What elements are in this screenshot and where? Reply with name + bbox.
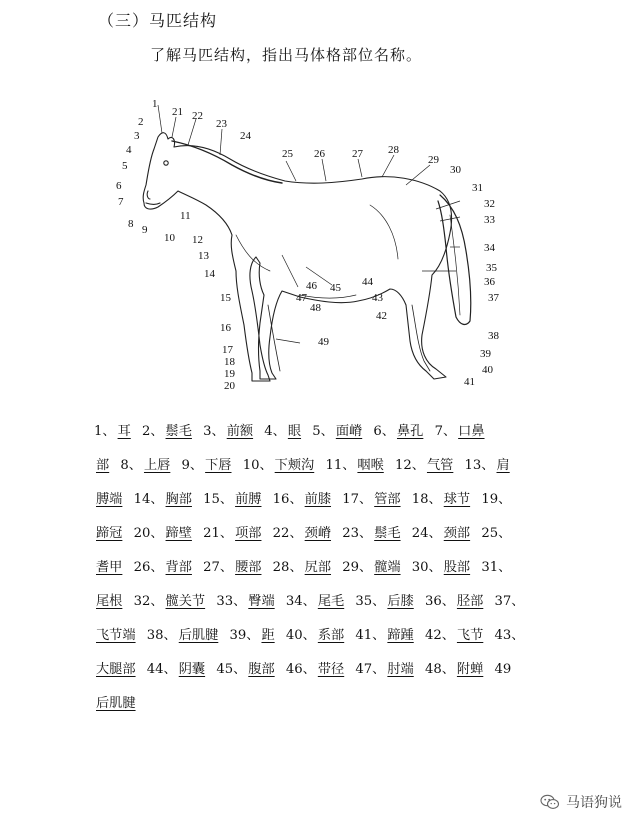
answer-term: 带径 bbox=[317, 662, 345, 677]
answer-entry bbox=[264, 424, 308, 439]
answer-entry bbox=[286, 662, 351, 677]
callout-8: 8 bbox=[128, 218, 134, 230]
callout-4: 4 bbox=[126, 144, 132, 156]
answer-term: 眼 bbox=[287, 424, 302, 439]
answer-entry bbox=[203, 492, 268, 507]
answer-line bbox=[94, 415, 554, 449]
callout-9: 9 bbox=[142, 224, 148, 236]
answer-term: 后肌腱 bbox=[96, 696, 136, 711]
callout-21: 21 bbox=[172, 106, 183, 118]
answer-entry bbox=[142, 424, 199, 439]
answer-number: 3、 bbox=[203, 424, 225, 439]
answer-term: 胸部 bbox=[165, 492, 192, 507]
answer-entry bbox=[286, 628, 351, 643]
answer-term: 耳 bbox=[117, 424, 131, 439]
callout-10: 10 bbox=[164, 232, 175, 244]
callout-13: 13 bbox=[198, 250, 209, 262]
answer-term: 耆甲 bbox=[96, 560, 123, 575]
answer-entry bbox=[94, 458, 116, 473]
answer-number: 44、 bbox=[146, 662, 177, 677]
answer-term: 腰部 bbox=[235, 560, 262, 575]
answer-entry bbox=[134, 526, 199, 541]
answer-entry bbox=[325, 458, 390, 473]
answer-number: 42、 bbox=[424, 628, 455, 643]
answer-entry bbox=[94, 492, 129, 507]
answer-line bbox=[94, 585, 554, 619]
answer-number: 15、 bbox=[203, 492, 234, 507]
answer-entry bbox=[273, 492, 338, 507]
answer-number: 28、 bbox=[272, 560, 303, 575]
answer-term: 腹部 bbox=[248, 662, 275, 677]
answer-entry bbox=[342, 560, 407, 575]
watermark-text: 马语狗说 bbox=[566, 795, 622, 811]
answer-entry bbox=[134, 560, 199, 575]
answer-term: 股部 bbox=[443, 560, 471, 575]
answer-number: 23、 bbox=[342, 526, 373, 541]
answer-number: 32、 bbox=[133, 594, 164, 609]
horse-anatomy-figure bbox=[100, 95, 520, 405]
answer-number: 5、 bbox=[312, 424, 334, 439]
answer-entry bbox=[134, 492, 199, 507]
answer-term: 颈部 bbox=[443, 526, 471, 541]
answer-entry bbox=[273, 526, 338, 541]
callout-5: 5 bbox=[122, 160, 128, 172]
answer-term: 背部 bbox=[165, 560, 192, 575]
callout-30: 30 bbox=[450, 164, 461, 176]
answer-number: 12、 bbox=[394, 458, 425, 473]
answer-line bbox=[94, 483, 554, 517]
answer-number: 14、 bbox=[133, 492, 164, 507]
answer-number: 43、 bbox=[494, 628, 525, 643]
callout-38: 38 bbox=[488, 330, 499, 342]
answer-entry bbox=[147, 662, 212, 677]
answer-term: 球节 bbox=[443, 492, 471, 507]
answer-entry bbox=[312, 424, 369, 439]
answer-entry bbox=[425, 594, 490, 609]
answer-number: 8、 bbox=[120, 458, 142, 473]
answer-number: 24、 bbox=[411, 526, 442, 541]
answer-entry bbox=[94, 560, 129, 575]
answer-entry bbox=[412, 492, 477, 507]
answer-entry bbox=[94, 526, 129, 541]
answer-number: 21、 bbox=[203, 526, 234, 541]
answer-entry bbox=[465, 458, 517, 473]
answer-entry bbox=[412, 526, 477, 541]
answer-term: 鬃毛 bbox=[165, 424, 192, 439]
callout-28: 28 bbox=[388, 144, 399, 156]
answer-line bbox=[94, 687, 554, 721]
callout-23: 23 bbox=[216, 118, 227, 130]
answer-entry bbox=[425, 628, 490, 643]
callout-6: 6 bbox=[116, 180, 122, 192]
callout-32: 32 bbox=[484, 198, 495, 210]
answer-entry bbox=[342, 526, 407, 541]
callout-22: 22 bbox=[192, 110, 203, 122]
answer-entry bbox=[230, 628, 282, 643]
callout-20: 20 bbox=[224, 380, 235, 392]
callout-2: 2 bbox=[138, 116, 144, 128]
answer-entry bbox=[203, 526, 268, 541]
callout-26: 26 bbox=[314, 148, 325, 160]
callout-43: 43 bbox=[372, 292, 383, 304]
answer-entry bbox=[203, 424, 260, 439]
answer-entry bbox=[481, 560, 520, 575]
answer-number: 11、 bbox=[325, 458, 356, 473]
answer-term: 口鼻 bbox=[458, 424, 485, 439]
callout-3: 3 bbox=[134, 130, 140, 142]
answer-term: 面嵴 bbox=[335, 424, 363, 439]
callout-39: 39 bbox=[480, 348, 491, 360]
callout-31: 31 bbox=[472, 182, 483, 194]
answer-number: 19、 bbox=[481, 492, 512, 507]
callout-25: 25 bbox=[282, 148, 293, 160]
answer-term: 胫部 bbox=[456, 594, 484, 609]
callout-36: 36 bbox=[484, 276, 495, 288]
callout-35: 35 bbox=[486, 262, 497, 274]
answer-term: 臀端 bbox=[248, 594, 275, 609]
callout-47: 47 bbox=[296, 292, 307, 304]
answer-term: 部 bbox=[96, 458, 110, 473]
answer-term: 距 bbox=[261, 628, 275, 643]
answer-entry bbox=[134, 594, 213, 609]
callout-33: 33 bbox=[484, 214, 495, 226]
section-title: （三）马匹结构 bbox=[98, 11, 218, 30]
horse-body-outline bbox=[143, 133, 451, 381]
answer-term: 气管 bbox=[426, 458, 454, 473]
answer-number: 36、 bbox=[424, 594, 455, 609]
answer-number: 38、 bbox=[146, 628, 177, 643]
horse-nostril bbox=[147, 191, 150, 199]
answer-term: 蹄冠 bbox=[96, 526, 123, 541]
answer-term: 鼻孔 bbox=[396, 424, 424, 439]
answer-entry bbox=[120, 458, 177, 473]
answer-entry bbox=[94, 424, 138, 439]
answer-number: 45、 bbox=[216, 662, 247, 677]
answer-number: 39、 bbox=[229, 628, 260, 643]
instruction-text: 了解马匹结构，指出马体格部位名称。 bbox=[150, 46, 423, 64]
callout-16: 16 bbox=[220, 322, 231, 334]
callout-15: 15 bbox=[220, 292, 231, 304]
callout-29: 29 bbox=[428, 154, 439, 166]
answer-number: 49 bbox=[494, 662, 512, 677]
answer-entry bbox=[286, 594, 351, 609]
answer-entry bbox=[182, 458, 239, 473]
answer-entry bbox=[355, 628, 420, 643]
answer-term: 前膝 bbox=[304, 492, 332, 507]
answer-entry bbox=[273, 560, 338, 575]
answer-number: 40、 bbox=[285, 628, 316, 643]
horse-eye bbox=[164, 161, 168, 165]
callout-42: 42 bbox=[376, 310, 387, 322]
answer-entry bbox=[481, 526, 520, 541]
answer-number: 1、 bbox=[94, 424, 116, 439]
answer-term: 尻部 bbox=[304, 560, 332, 575]
answer-number: 46、 bbox=[285, 662, 316, 677]
answer-entry bbox=[243, 458, 322, 473]
answer-term: 上唇 bbox=[143, 458, 171, 473]
horse-tail bbox=[438, 195, 471, 324]
answer-number: 17、 bbox=[342, 492, 373, 507]
callout-19: 19 bbox=[224, 368, 235, 380]
answer-term: 后膝 bbox=[387, 594, 414, 609]
answer-number: 18、 bbox=[411, 492, 442, 507]
answer-term: 蹄踵 bbox=[387, 628, 414, 643]
answer-term: 飞节 bbox=[456, 628, 484, 643]
answer-entry bbox=[216, 662, 281, 677]
answer-entry bbox=[495, 594, 534, 609]
answer-term: 阴囊 bbox=[178, 662, 206, 677]
callout-12: 12 bbox=[192, 234, 203, 246]
answer-term: 膊端 bbox=[96, 492, 123, 507]
answer-line bbox=[94, 517, 554, 551]
answer-number: 47、 bbox=[355, 662, 386, 677]
answer-term: 髋关节 bbox=[165, 594, 206, 609]
answer-entry bbox=[216, 594, 281, 609]
callout-1: 1 bbox=[152, 98, 158, 110]
callout-46: 46 bbox=[306, 280, 317, 292]
answer-term: 肘端 bbox=[387, 662, 414, 677]
answer-entry bbox=[425, 662, 490, 677]
answer-entry bbox=[355, 662, 420, 677]
callout-49: 49 bbox=[318, 336, 329, 348]
answer-number: 2、 bbox=[141, 424, 164, 439]
answer-term: 肩 bbox=[496, 458, 510, 473]
answer-number: 25、 bbox=[481, 526, 512, 541]
answer-term: 大腿部 bbox=[96, 662, 136, 677]
answer-number: 10、 bbox=[242, 458, 273, 473]
callout-40: 40 bbox=[482, 364, 493, 376]
answer-line bbox=[94, 551, 554, 585]
callout-44: 44 bbox=[362, 276, 373, 288]
answer-term: 髋端 bbox=[374, 560, 401, 575]
callout-48: 48 bbox=[310, 302, 321, 314]
answer-number: 33、 bbox=[216, 594, 247, 609]
answer-line bbox=[94, 449, 554, 483]
answer-number: 31、 bbox=[481, 560, 512, 575]
answer-term: 颈嵴 bbox=[304, 526, 332, 541]
answer-number: 41、 bbox=[355, 628, 386, 643]
answer-entry bbox=[94, 662, 143, 677]
answer-number: 30、 bbox=[411, 560, 442, 575]
answer-line bbox=[94, 619, 554, 653]
callout-41: 41 bbox=[464, 376, 475, 388]
horse-illustration bbox=[100, 95, 520, 405]
answer-entry bbox=[355, 594, 420, 609]
answer-term: 附蝉 bbox=[456, 662, 484, 677]
horse-mane bbox=[172, 141, 282, 183]
account-watermark bbox=[540, 792, 622, 812]
answer-term: 项部 bbox=[235, 526, 262, 541]
callout-24: 24 bbox=[240, 130, 251, 142]
answer-term: 飞节端 bbox=[96, 628, 136, 643]
answer-number: 7、 bbox=[434, 424, 457, 439]
answer-number: 16、 bbox=[272, 492, 303, 507]
answer-term: 尾毛 bbox=[317, 594, 345, 609]
answer-entry bbox=[203, 560, 268, 575]
wechat-icon bbox=[540, 794, 560, 810]
answer-number: 4、 bbox=[264, 424, 286, 439]
answer-entry bbox=[481, 492, 520, 507]
callout-leader-lines bbox=[158, 105, 460, 343]
answer-term: 咽喉 bbox=[357, 458, 384, 473]
answer-number: 6、 bbox=[373, 424, 395, 439]
answer-term: 前额 bbox=[226, 424, 254, 439]
callout-37: 37 bbox=[488, 292, 499, 304]
answer-number: 26、 bbox=[133, 560, 164, 575]
answer-entry bbox=[94, 696, 143, 711]
answer-term: 后肌腱 bbox=[178, 628, 219, 643]
answer-term: 下颊沟 bbox=[274, 458, 315, 473]
answer-entry bbox=[373, 424, 430, 439]
horse-mouth bbox=[146, 203, 160, 205]
callout-45: 45 bbox=[330, 282, 341, 294]
answer-entry bbox=[495, 662, 521, 677]
answer-entry bbox=[94, 594, 129, 609]
answer-entry bbox=[395, 458, 460, 473]
callout-14: 14 bbox=[204, 268, 215, 280]
answer-entry bbox=[495, 628, 534, 643]
answer-term: 管部 bbox=[374, 492, 401, 507]
answer-entry bbox=[435, 424, 492, 439]
answer-number: 27、 bbox=[203, 560, 234, 575]
answer-term: 前膊 bbox=[235, 492, 262, 507]
callout-18: 18 bbox=[224, 356, 235, 368]
answer-term: 下唇 bbox=[205, 458, 232, 473]
answer-term: 蹄壁 bbox=[165, 526, 192, 541]
answer-number: 9、 bbox=[181, 458, 204, 473]
answer-number: 37、 bbox=[494, 594, 525, 609]
answer-number: 35、 bbox=[355, 594, 386, 609]
answer-entry bbox=[94, 628, 143, 643]
callout-34: 34 bbox=[484, 242, 495, 254]
answer-term: 鬃毛 bbox=[374, 526, 401, 541]
callout-7: 7 bbox=[118, 196, 124, 208]
answer-number: 29、 bbox=[342, 560, 373, 575]
callout-17: 17 bbox=[222, 344, 233, 356]
answer-number: 48、 bbox=[424, 662, 455, 677]
answer-number: 13、 bbox=[464, 458, 495, 473]
answer-line bbox=[94, 653, 554, 687]
callout-numbers bbox=[116, 98, 500, 392]
answer-term: 系部 bbox=[317, 628, 345, 643]
answer-number: 34、 bbox=[285, 594, 316, 609]
answer-entry bbox=[147, 628, 226, 643]
answer-term: 尾根 bbox=[96, 594, 123, 609]
answer-number: 20、 bbox=[133, 526, 164, 541]
answer-number: 22、 bbox=[272, 526, 303, 541]
answer-list bbox=[94, 415, 554, 721]
callout-27: 27 bbox=[352, 148, 363, 160]
callout-11: 11 bbox=[180, 210, 191, 222]
answer-entry bbox=[412, 560, 477, 575]
answer-entry bbox=[342, 492, 407, 507]
